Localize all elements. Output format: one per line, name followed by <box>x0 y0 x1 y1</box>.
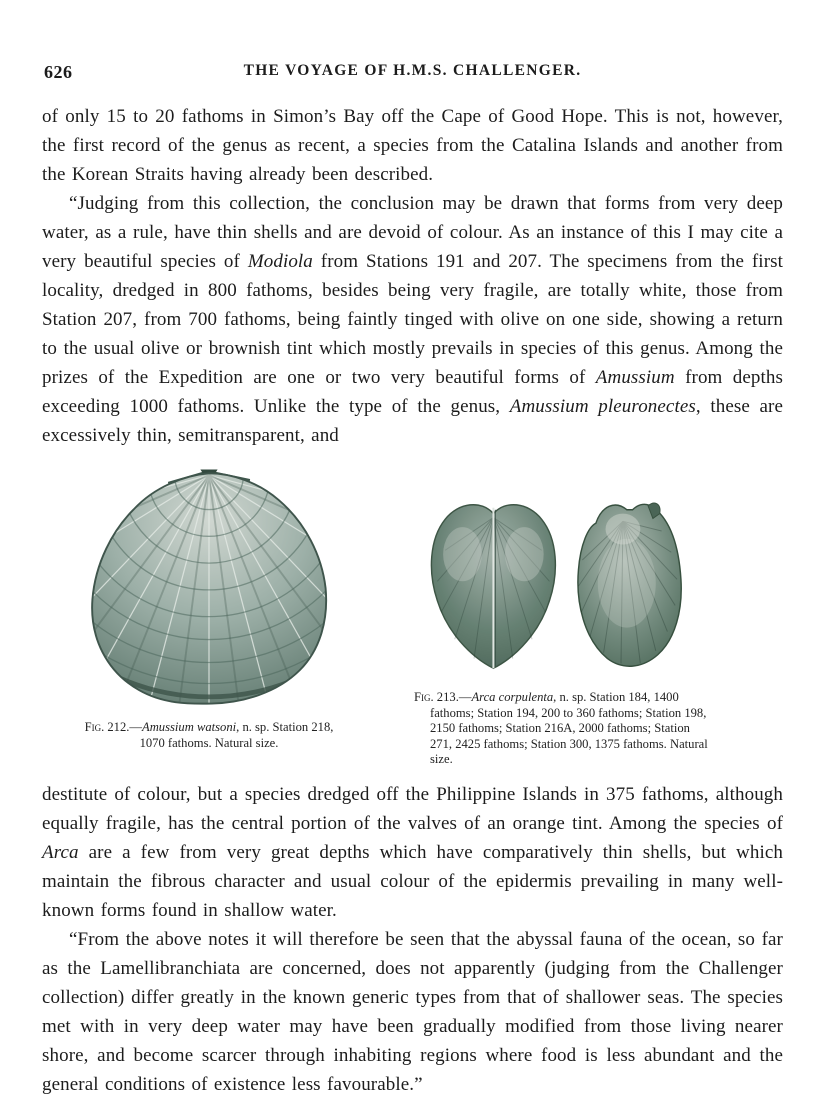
arca-front-view <box>431 505 555 669</box>
umbo-highlight <box>606 514 641 545</box>
figure-212-caption <box>68 720 350 751</box>
figure-label: Fig. 212.— <box>84 720 143 734</box>
species-name: Amussium pleuronectes <box>509 396 696 417</box>
paragraph-2 <box>42 189 783 450</box>
running-title: THE VOYAGE OF H.M.S. CHALLENGER. <box>243 62 582 79</box>
figure-212 <box>68 464 350 768</box>
text-segment: “Judging from this collection, the conclusion may be drawn that forms from very deep water, as a rule, have thin shells and are devoid of colour. As an instance of this I may cite a very beautiful species of <box>42 193 783 272</box>
figure-213-caption <box>414 690 714 768</box>
page-header <box>42 62 783 86</box>
caption-text: , n. sp. Station 184, 1400 fathoms; Station 194, 200 to 360 fathoms; Station 198, 2150 fathoms; Station 216A, 2000 fathoms; Station 271, 2425 fathoms; Station 300, 1375 fathoms. Natural size. <box>430 690 708 767</box>
caption-text: , n. sp. Station 218, 1070 fathoms. Natural size. <box>139 720 334 750</box>
text-segment: are a few from very great depths which have comparatively thin shells, but which maintain the fibrous character and usual colour of the epidermis prevailing in many well-known forms found in shallow water. <box>42 842 783 921</box>
paragraph-4: “From the above notes it will therefore be seen that the abyssal fauna of the ocean, so far as the Lamellibranchiata are concerned, does not apparently (judging from the Challenger collection) differ greatly in the known generic types from that of shallower seas. The species met with in very deep water may have been gradually modified from those living nearer shore, and become scarcer through inhabiting regions where food is less abundant and the general conditions of existence less favourable.” <box>42 929 783 1095</box>
page-number: 626 <box>44 62 73 82</box>
valve-highlight-right <box>505 527 544 581</box>
species-name: Modiola <box>247 251 313 272</box>
figure-label: Fig. 213.— <box>414 690 472 704</box>
valve-highlight-left <box>443 527 482 581</box>
text-segment: , these are excessively thin, semitransparent, and <box>42 396 783 446</box>
text-segment: from depths exceeding 1000 fathoms. Unlike the type of the genus, <box>42 367 783 417</box>
text-segment: destitute of colour, but a species dredged off the Philippine Islands in 375 fathoms, although equally fragile, has the central portion of the valves of an orange tint. Among the species of <box>42 784 783 834</box>
species-name: Arca corpulenta <box>471 690 554 704</box>
species-name: Amussium watsoni <box>142 720 237 734</box>
valve-highlight-center <box>598 539 656 628</box>
species-name: Amussium <box>595 367 675 388</box>
text-segment: from Stations 191 and 207. The specimens from the first locality, dredged in 800 fathoms, besides being very fragile, are totally white, those from Station 207, from 700 fathoms, being faintly tinged with olive on one side, showing a return to the usual olive or brownish tint which mostly prevails in species of this genus. Among the prizes of the Expedition are one or two very beautiful forms of <box>42 251 783 388</box>
paragraph-1: of only 15 to 20 fathoms in Simon’s Bay off the Cape of Good Hope. This is not, however, the first record of the genus as recent, a species from the Catalina Islands and another from the Korean Straits having already been described. <box>42 106 783 185</box>
arca-side-view <box>578 503 681 666</box>
paragraph-3 <box>42 780 783 925</box>
figure-row <box>42 464 783 768</box>
amussium-watsoni-illustration <box>80 464 338 710</box>
arca-corpulenta-illustration <box>418 494 708 684</box>
species-name: Arca <box>42 842 79 863</box>
figure-213 <box>414 494 714 768</box>
